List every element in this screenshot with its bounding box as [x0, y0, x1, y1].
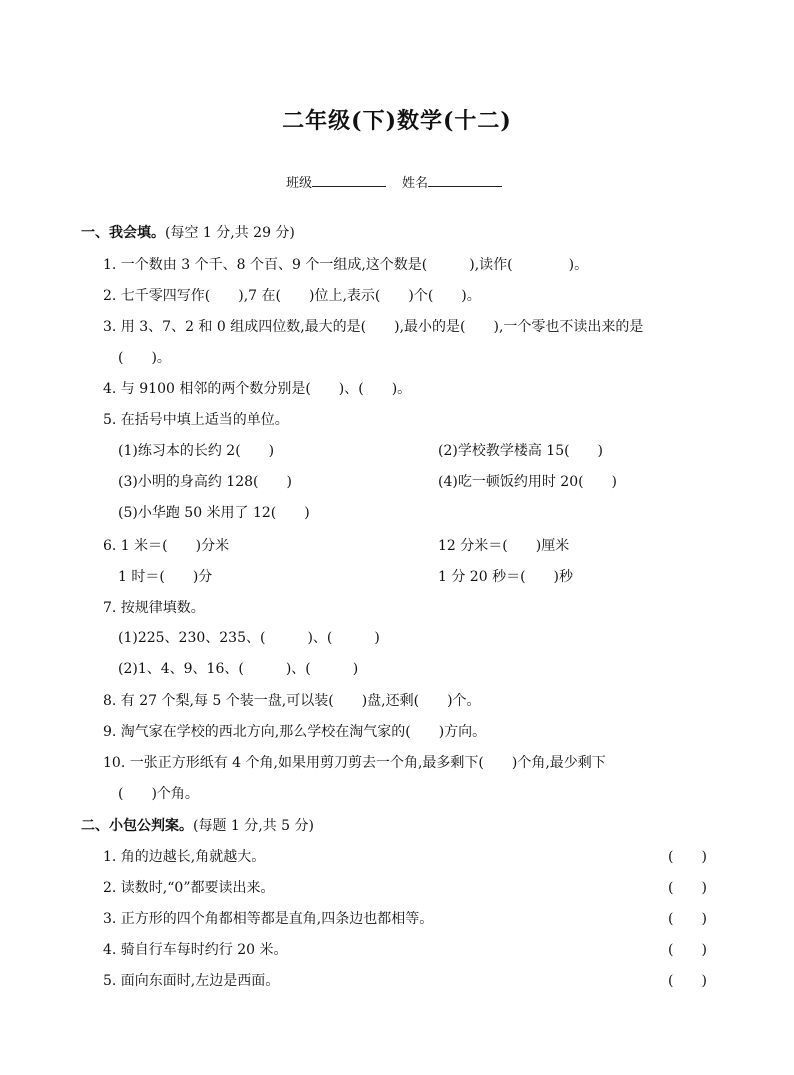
- section1-heading: 一、我会填。: [81, 225, 165, 241]
- question-7-item-2: (2)1、4、9、16、( )、( ): [118, 661, 359, 677]
- question-5-item-4: (4)吃一顿饭约用时 20( ): [438, 474, 618, 490]
- question-10-line2: ( )个角。: [118, 786, 199, 802]
- question-6-item-3: 1 时＝( )分: [118, 569, 213, 585]
- question-8: 8. 有 27 个梨,每 5 个装一盘,可以装( )盘,还剩( )个。: [103, 693, 481, 709]
- student-info-line: [286, 172, 502, 191]
- question-5-item-1: (1)练习本的长约 2( ): [118, 443, 275, 459]
- question-3-line2: ( )。: [118, 350, 171, 366]
- question-7-item-1: (1)225、230、235、( )、( ): [118, 630, 380, 646]
- judge-item-5: 5. 面向东面时,左边是西面。: [103, 973, 280, 989]
- judge-answer-5[interactable]: ( ): [668, 973, 707, 989]
- question-6-item-1: 6. 1 米＝( )分米: [103, 538, 230, 554]
- section2-heading-line: [81, 815, 314, 835]
- judge-item-2: 2. 读数时,“0”都要读出来。: [103, 880, 275, 896]
- question-5-item-5: (5)小华跑 50 米用了 12( ): [118, 505, 310, 521]
- question-4: 4. 与 9100 相邻的两个数分别是( )、( )。: [103, 381, 412, 397]
- judge-item-3: 3. 正方形的四个角都相等都是直角,四条边也都相等。: [103, 911, 434, 927]
- question-2: 2. 七千零四写作( ),7 在( )位上,表示( )个( )。: [103, 288, 481, 304]
- question-7: 7. 按规律填数。: [103, 600, 205, 616]
- class-blank[interactable]: [312, 174, 386, 187]
- judge-answer-4[interactable]: ( ): [668, 942, 707, 958]
- judge-answer-2[interactable]: ( ): [668, 880, 707, 896]
- question-5-item-2: (2)学校教学楼高 15( ): [438, 443, 604, 459]
- question-6-item-4: 1 分 20 秒＝( )秒: [438, 569, 573, 585]
- section2-note: (每题 1 分,共 5 分): [193, 818, 314, 834]
- question-9: 9. 淘气家在学校的西北方向,那么学校在淘气家的( )方向。: [103, 724, 487, 740]
- name-blank[interactable]: [428, 174, 502, 187]
- section1-heading-line: [81, 222, 295, 242]
- judge-answer-1[interactable]: ( ): [668, 849, 707, 865]
- question-6-item-2: 12 分米＝( )厘米: [438, 538, 570, 554]
- question-5: 5. 在括号中填上适当的单位。: [103, 412, 289, 428]
- question-3-line1: 3. 用 3、7、2 和 0 组成四位数,最大的是( ),最小的是( ),一个零也不读出来的是: [103, 319, 644, 335]
- judge-answer-3[interactable]: ( ): [668, 911, 707, 927]
- judge-item-4: 4. 骑自行车每时约行 20 米。: [103, 942, 288, 958]
- section2-heading: 二、小包公判案。: [81, 818, 193, 834]
- page-title: 二年级(下)数学(十二): [282, 108, 512, 134]
- name-label: 姓名: [402, 176, 429, 191]
- judge-item-1: 1. 角的边越长,角就越大。: [103, 849, 266, 865]
- section1-note: (每空 1 分,共 29 分): [165, 225, 295, 241]
- class-label: 班级: [286, 176, 313, 191]
- question-5-item-3: (3)小明的身高约 128( ): [118, 474, 292, 490]
- question-1: 1. 一个数由 3 个千、8 个百、9 个一组成,这个数是( ),读作( )。: [103, 257, 589, 273]
- question-10-line1: 10. 一张正方形纸有 4 个角,如果用剪刀剪去一个角,最多剩下( )个角,最少剩下: [103, 755, 606, 771]
